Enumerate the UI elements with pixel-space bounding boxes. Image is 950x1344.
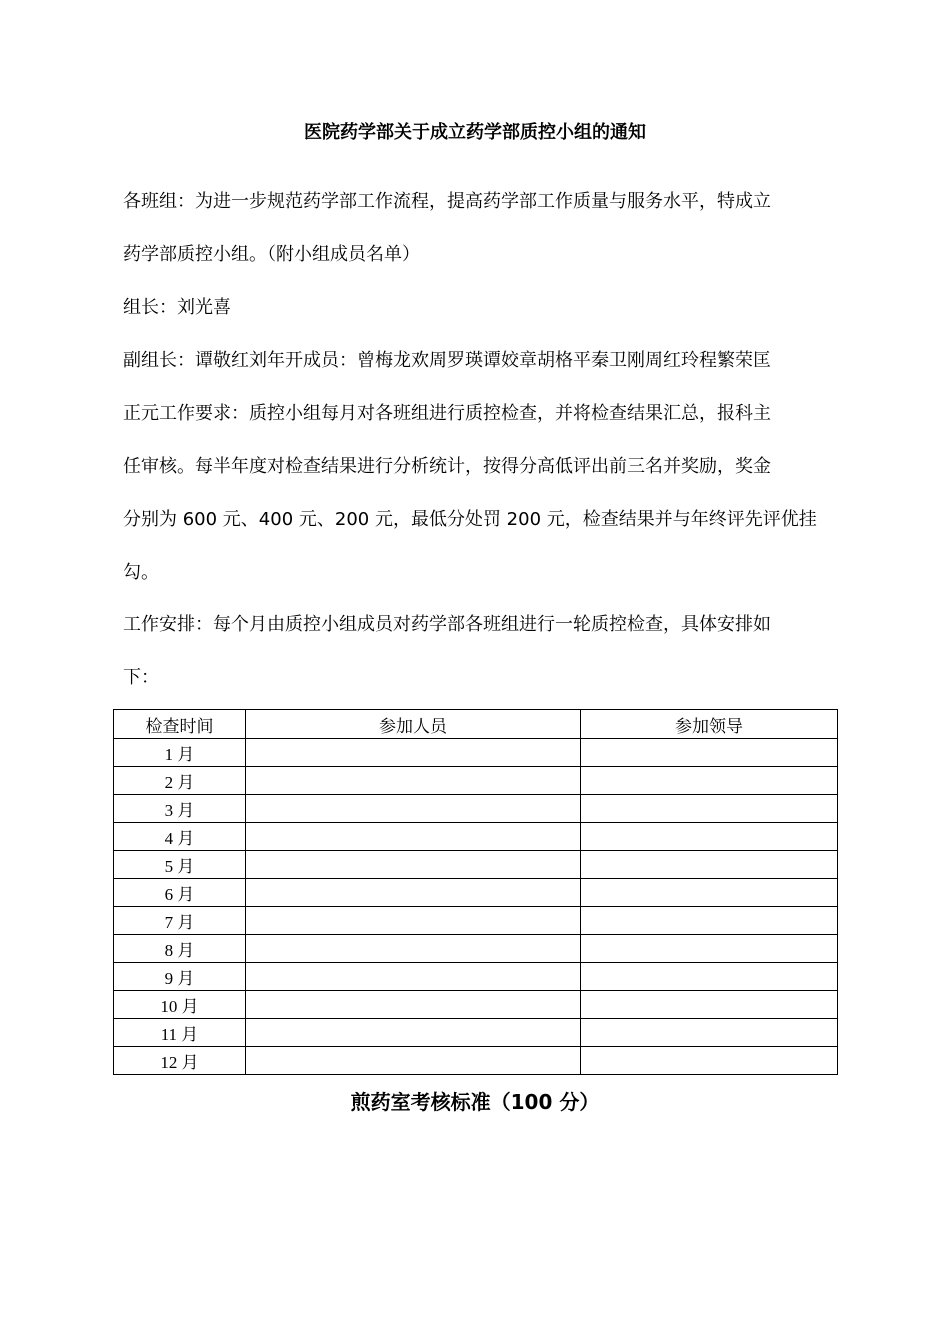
table-row (114, 795, 838, 823)
section-title: 煎药室考核标准（100 分） (350, 1090, 600, 1114)
leaders-cell (581, 739, 838, 767)
leaders-cell (581, 851, 838, 879)
month-cell: 10 月 (114, 991, 246, 1019)
table-row (114, 907, 838, 935)
group-leader-line: 组长：刘光喜 (123, 297, 231, 318)
leaders-cell (581, 767, 838, 795)
month-cell: 6 月 (114, 879, 246, 907)
leaders-cell (581, 991, 838, 1019)
leaders-cell (581, 823, 838, 851)
participants-cell (246, 1019, 581, 1047)
leaders-cell (581, 907, 838, 935)
table-row (114, 1019, 838, 1047)
month-cell: 3 月 (114, 795, 246, 823)
participants-cell (246, 851, 581, 879)
header-participants: 参加人员 (246, 710, 581, 739)
paragraph-line: 勾。 (123, 562, 159, 583)
participants-cell (246, 907, 581, 935)
table-row (114, 851, 838, 879)
table-row (114, 1047, 838, 1075)
table-row (114, 879, 838, 907)
month-cell: 9 月 (114, 963, 246, 991)
participants-cell (246, 767, 581, 795)
participants-cell (246, 795, 581, 823)
leaders-cell (581, 795, 838, 823)
leaders-cell (581, 963, 838, 991)
schedule-table (113, 709, 838, 1075)
table-row (114, 991, 838, 1019)
notice-title: 医院药学部关于成立药学部质控小组的通知 (304, 122, 646, 143)
participants-cell (246, 879, 581, 907)
table-row (114, 823, 838, 851)
leaders-cell (581, 1047, 838, 1075)
month-cell: 2 月 (114, 767, 246, 795)
month-cell: 5 月 (114, 851, 246, 879)
month-cell: 8 月 (114, 935, 246, 963)
table-row (114, 767, 838, 795)
participants-cell (246, 991, 581, 1019)
paragraph-line: 下： (123, 667, 159, 688)
header-leaders: 参加领导 (581, 710, 838, 739)
month-cell: 4 月 (114, 823, 246, 851)
paragraph-line: 任审核。每半年度对检查结果进行分析统计，按得分高低评出前三名并奖励，奖金 (123, 456, 771, 477)
participants-cell (246, 935, 581, 963)
participants-cell (246, 1047, 581, 1075)
table-row (114, 739, 838, 767)
paragraph-line: 副组长：谭敬红刘年开成员：曾梅龙欢周罗瑛谭姣章胡格平秦卫刚周红玲程繁荣匡 (123, 350, 771, 371)
month-cell: 1 月 (114, 739, 246, 767)
leaders-cell (581, 1019, 838, 1047)
month-cell: 7 月 (114, 907, 246, 935)
participants-cell (246, 823, 581, 851)
participants-cell (246, 963, 581, 991)
month-cell: 11 月 (114, 1019, 246, 1047)
leaders-cell (581, 935, 838, 963)
month-cell: 12 月 (114, 1047, 246, 1075)
participants-cell (246, 739, 581, 767)
table-row (114, 963, 838, 991)
header-check-time: 检查时间 (114, 710, 246, 739)
table-header-row (114, 710, 838, 739)
paragraph-line: 正元工作要求：质控小组每月对各班组进行质控检查，并将检查结果汇总，报科主 (123, 403, 771, 424)
paragraph-line: 工作安排：每个月由质控小组成员对药学部各班组进行一轮质控检查，具体安排如 (123, 614, 771, 635)
table-row (114, 935, 838, 963)
paragraph-line: 各班组：为进一步规范药学部工作流程，提高药学部工作质量与服务水平，特成立 (123, 191, 771, 212)
leaders-cell (581, 879, 838, 907)
paragraph-line: 分别为 600 元、400 元、200 元，最低分处罚 200 元，检查结果并与年终评先评优挂 (123, 509, 817, 530)
paragraph-line: 药学部质控小组。（附小组成员名单） (123, 244, 420, 265)
